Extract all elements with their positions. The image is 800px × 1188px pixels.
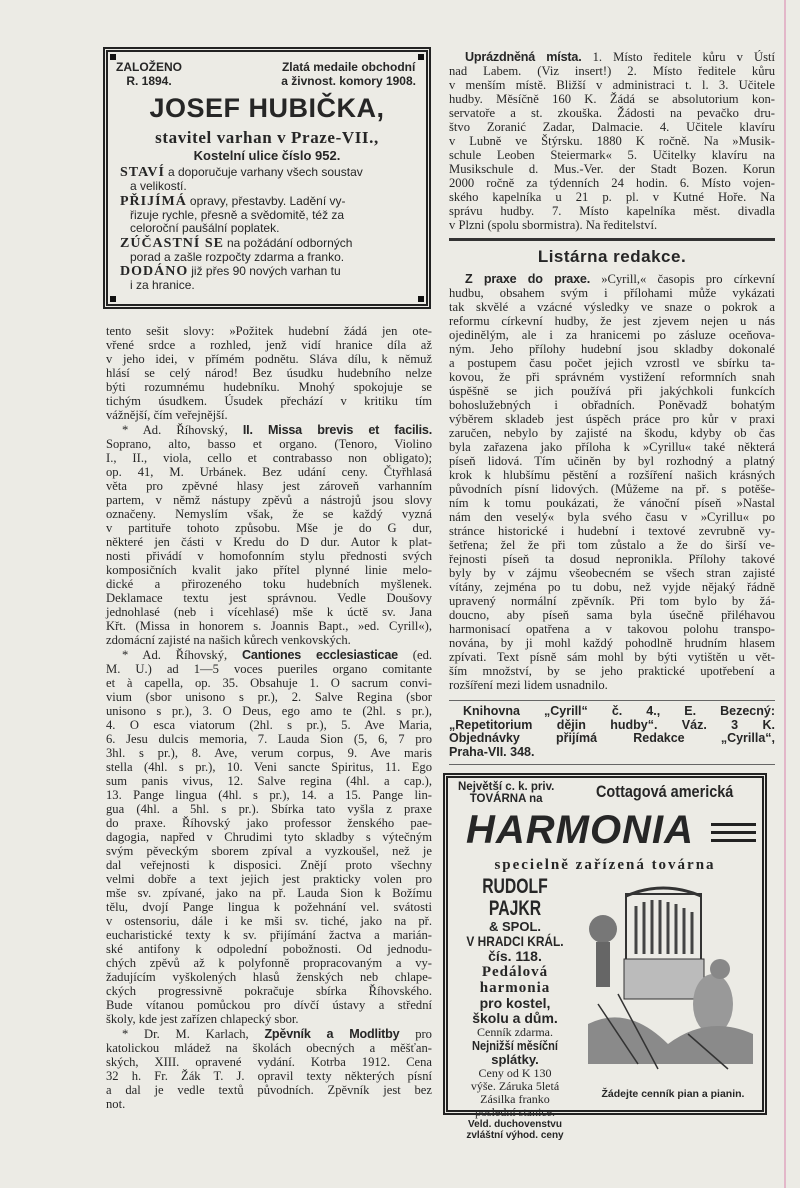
paragraph-line: partem, v němž nástupy zpěvů a nástrojů jsou slovy	[106, 493, 432, 507]
paragraph-line: not.	[106, 1097, 126, 1111]
paragraph-line: byla zařazena jako příloha k »Cyrillu« také některá	[449, 440, 775, 454]
paragraph-line	[106, 1027, 432, 1041]
paragraph-line: v menším místě. Bližší v administraci t. l. 3. Učitele	[449, 78, 775, 92]
paragraph-line: mše sv. zpívané, jako na př. Lauda Sion k Božímu	[106, 886, 432, 900]
paragraph-line: věta pro zpěvné hlasy jest zároveň varhanním	[106, 479, 432, 493]
paragraph-line: sum panis vivus, 12. Salve regina (4hl. a cap.),	[106, 774, 432, 788]
paragraph-line: unisono s pr.), 3. O Deus, ego amo te (2hl. s pr.),	[106, 704, 432, 718]
installments: Nejnižší měsíční	[472, 1038, 558, 1053]
paragraph-line: ojedinělým, ale i za hranicemi po zásluze oceňova-	[449, 328, 775, 342]
paragraph-line: 3hl. s pr.), 8. Ave, verum corpus, 9. Ave maris	[106, 746, 432, 760]
paragraph-line: v Plzni (spolu sbormistra). Na ředitelství.	[449, 218, 658, 232]
corner-mark	[110, 296, 116, 302]
paragraph-line: tak skvělé a vzácné výsledky ve snaze o pokrok a	[449, 300, 775, 314]
service-keyword: PŘIJÍMÁ	[120, 193, 187, 209]
paragraph-line: upravený normální zpěvník. Při tom bylo by žá-	[449, 594, 775, 608]
street-number: čís. 118.	[488, 948, 542, 964]
paragraph-line: ním k tomu poukázati, že vánoční píseň »Nastal	[449, 496, 775, 510]
corner-mark	[418, 54, 424, 60]
clergy-note: zvláštní výhod. ceny	[466, 1130, 564, 1141]
paragraph-line: hlásí se celý národ! Bez úsudku hudebního nelze	[106, 366, 432, 380]
paragraph-line: 4. O esca viatorum (2hl. s pr.), 5. Ave Maria,	[106, 718, 432, 732]
paragraph-line: do praxe. Říhovský jako professor ženského pae-	[106, 816, 432, 830]
paragraph-line: zaručen, nebylo by zajisté na škodu, kdyby ob čas	[449, 426, 775, 440]
paragraph-line: krok k hlubšímu pěstění a rozšíření našich krásných	[449, 468, 775, 482]
review-author: * Ad. Říhovský,	[122, 423, 228, 437]
service-keyword: STAVÍ	[120, 165, 165, 180]
paragraph-line: v ostensoriu, dále i ke mši sv. tiché, jako na př.	[106, 914, 432, 928]
review-paragraph	[106, 1027, 432, 1111]
paragraph-line: schule Leoben Steiermark« 5. Učitelky klavíru na	[449, 148, 775, 162]
product: pro kostel,	[479, 995, 551, 1011]
product: harmonia	[479, 980, 551, 996]
largest-label: Největší c. k. priv.	[458, 781, 555, 793]
paragraph-line: 6. Jesu dulcis memoria, 7. Lauda Sion (5, 6, 7 pro	[106, 732, 432, 746]
medal-line: Zlatá medaile obchodní	[281, 60, 416, 74]
paragraph-line: ším množství, by se jeho praktické upotřebení a	[449, 664, 775, 678]
paragraph-line: Deklamace textu jest správnou. Vedle Doušovy	[106, 591, 432, 605]
harmonia-advertisement	[446, 776, 764, 1141]
knihovna-line: „Repetitorium dějin hudby“. Váz. 3 K.	[449, 717, 775, 732]
service-text: a velikostí.	[130, 179, 187, 193]
paragraph-line: ným. Jeho přílohy hudební jsou skladby dokonalé	[449, 342, 775, 356]
paragraph-line: v Lubně ve Štýrsku. 1880 K ročně. Na »Musik-	[449, 134, 775, 148]
paragraph-line: eucharistické texty k sv. přijímání žactva a marián-	[106, 928, 432, 942]
paragraph-line: chých zpěvů až k polyfonně propracovaným a vy-	[106, 956, 432, 970]
review-title: II. Missa brevis et facilis.	[242, 423, 432, 437]
paragraph-line: hudbu, obsahem svým i přílohami může vykázati	[449, 286, 775, 300]
paragraph-line: nám den veselý« byla svého času v »Cyrillu« po	[449, 510, 775, 524]
paragraph-line: hudby. Měsíčně 160 K. Žádá se absolutorium kon-	[449, 92, 775, 106]
paragraph-line: op. 41, M. Urbánek. Bez udání ceny. Čtyřhlasá	[106, 465, 432, 479]
paragraph-line: doucno, aby píseň sama byla úsečně přiléhavou	[449, 608, 775, 622]
paragraph-line: stránce historické i hudební i textové zevrubně vy-	[449, 524, 775, 538]
paragraph-line: vium (sbor unisono s pr.), 2. Salve Regina (sbor	[106, 690, 432, 704]
paragraph-line: tělu, dvojí Pange lingua k požehnání vel. svátosti	[106, 900, 432, 914]
paragraph-line: ské antifony k odpolední pobožnosti. Od jednodu-	[106, 942, 432, 956]
page-edge	[784, 0, 786, 1188]
paragraph-line: dagogia, napřed v Chrudimi tyto skladby s výtečným	[106, 830, 432, 844]
paragraph-line	[449, 50, 775, 64]
service-item	[120, 165, 416, 194]
paragraph-line: řejnosti píseň ta dosud nepronikla. Přílohy takové	[449, 552, 775, 566]
paragraph-line: původních písní lidových. (Můžeme na př. s potěše-	[449, 482, 775, 496]
review-paragraph	[106, 324, 432, 422]
knihovna-line: Knihovna „Cyrill“ č. 4., E. Bezecný:	[463, 704, 775, 718]
paragraph-line: a postupem času počet jejich vzrostl ve sbírku ta-	[449, 356, 775, 370]
knihovna-notice	[449, 705, 775, 759]
paragraph-line: Bude vítanou pomůckou pro dívčí ústavy a střední	[106, 998, 432, 1012]
service-list	[120, 165, 416, 293]
factory-label: TOVÁRNA na	[469, 793, 543, 805]
paragraph-line: kovou, že při správném vystižení reformních snah	[449, 370, 775, 384]
installments: splátky.	[491, 1052, 539, 1067]
paragraph-line: výběrem skladeb jest úspěch práce pro kůr v praxi	[449, 412, 775, 426]
paragraph-line: jednohlasé (neb i vícehlasé) mše k úctě sv. Jana	[106, 605, 432, 619]
service-text: již přes 90 nových varhan tu	[191, 264, 341, 278]
paragraph-line: nad Labem. (Viz insert!) 2. Místo ředitele kůru	[449, 64, 775, 78]
product: Pedálová	[481, 964, 549, 980]
clergy-note: Veld. duchovenstvu	[468, 1119, 562, 1130]
knihovna-line: Objednávky přijímá Redakce „Cyrilla“,	[449, 731, 775, 745]
divider	[449, 764, 775, 765]
paragraph-line	[106, 648, 432, 662]
brand-lines	[711, 823, 756, 842]
price-note: Ceny od K 130	[478, 1066, 552, 1080]
paragraph-line: et à capella, op. 35. Obsahuje 1. O sacrum convi-	[106, 676, 432, 690]
paragraph-line: stella (4hl. s pr.), 10. Veni sancte Spiritus, 11. Ego	[106, 760, 432, 774]
paragraph-line: některé jen části v Kredu do D dur. Autor k plat-	[106, 535, 432, 549]
service-item	[120, 264, 416, 293]
listarna-section	[449, 272, 775, 692]
review-title: Zpěvník a Modlitby	[264, 1027, 400, 1041]
paragraph-line: školy, kde jest zařízen chlapecký sbor.	[106, 1012, 299, 1026]
company-name: RUDOLF PAJKR	[482, 875, 548, 920]
price-note: Zásilka franko	[480, 1092, 550, 1106]
paragraph-line: ckých progressivně pokračuje sbírka Říhovského.	[106, 984, 432, 998]
service-text: na požádání odborných	[226, 235, 353, 250]
review-paragraph	[106, 648, 432, 1026]
review-paragraph	[106, 423, 432, 647]
divider	[449, 700, 775, 701]
paragraph-line: žadujícím vyškolených hlasů ženských neb chlape-	[106, 970, 432, 984]
paragraph-line: Soprano, alto, basso et organo. (Tenoro, Violino	[106, 437, 432, 451]
corner-mark	[418, 296, 424, 302]
paragraph-line: nosti přivádí v homofonním stylu přednosti svých	[106, 549, 432, 563]
company-name: JOSEF HUBIČKA,	[149, 93, 385, 123]
paragraph-line: Křt. (Missa in honorem s. Joannis Bapt., »ed. Cyrill«),	[106, 619, 432, 633]
paragraph-text: 1. Místo ředitele kůru v Ústí	[592, 50, 775, 64]
paragraph-line: dické a přirozeného toku hudebních myšlenek.	[106, 577, 432, 591]
review-author: * Ad. Říhovský,	[122, 648, 228, 662]
paragraph-line: a dal je vedle textů původních. Zpěvník jest bez	[106, 1083, 432, 1097]
paragraph-line	[106, 423, 432, 437]
paragraph-line: reformu církevní hudby, že jest zjevem nejen u nás	[449, 314, 775, 328]
review-text: (ed.	[412, 648, 433, 662]
listarna-heading: Listárna redakce.	[537, 247, 687, 266]
paragraph-line: označeny. Nemyslím však, že se každý vyzná	[106, 507, 432, 521]
paragraph-line: 2000 ročně za týdenních 24 hodin. 6. Místo vojen-	[449, 176, 775, 190]
hubicka-advertisement	[106, 50, 428, 306]
divider	[449, 238, 775, 241]
paragraph-line: I., II., viola, cello et contrabasso non obligato);	[106, 451, 432, 465]
paragraph-line: šetřena; žel že při tom zůstalo a že do širší ve-	[449, 538, 775, 552]
paragraph-line	[449, 272, 775, 286]
paragraph-line: M. U.) ad 1—5 voces pueriles organo comitante	[106, 662, 432, 676]
founded-year: R. 1894.	[126, 74, 172, 88]
organ-illustration	[588, 884, 753, 1079]
company-suffix: & SPOL.	[488, 919, 541, 934]
service-keyword: ZÚČASTNÍ SE	[120, 235, 224, 251]
paragraph-line: dal veřejnosti k disposici. Znějí proto všechny	[106, 858, 432, 872]
paragraph-line: vřené srdce a rozhled, jenž vidí hranice díla až	[106, 338, 432, 352]
paragraph-line: vážnější, čím veřejnější.	[106, 408, 228, 422]
paragraph-line: rozšíření mezi lidem usnadnilo.	[449, 678, 608, 692]
paragraph-line: zdomácní zajisté na našich kůrech venkovských.	[106, 633, 351, 647]
service-text: i za hranice.	[130, 278, 195, 292]
service-text: celoroční paušální poplatek.	[130, 221, 280, 235]
paragraph-line: katolickou mládež na školách obecných a měšťan-	[106, 1041, 432, 1055]
price-note: výše. Záruka 5letá	[470, 1079, 560, 1093]
review-author: * Dr. M. Karlach,	[122, 1027, 249, 1041]
review-title: Cantiones ecclesiasticae	[242, 648, 398, 662]
paragraph-line: zpívati. Text písně sám mohl by býti vytištěn u vět-	[449, 650, 775, 664]
vacancies-title: Uprázdněná místa.	[465, 50, 582, 64]
listarna-title: Z praxe do praxe.	[465, 272, 590, 286]
paragraph-line: v partituře tohoto způsobu. Mše je do G dur,	[106, 521, 432, 535]
paragraph-line: tichým úsudkem. Úsudek přechází v kritiku tím	[106, 394, 432, 408]
catalog-note: Cenník zdarma.	[477, 1025, 553, 1039]
paragraph-line: Musikschule d. Mus.-Ver. der Stadt Bozen. Korun	[449, 162, 775, 176]
price-note: poslední stanice.	[475, 1105, 555, 1119]
review-text: pro	[415, 1027, 432, 1041]
product: školu a dům.	[472, 1010, 558, 1026]
knihovna-line: Praha-VII. 348.	[449, 744, 535, 759]
paragraph-text: »Cyrill,« časopis pro církevní	[601, 272, 775, 286]
city: V HRADCI KRÁL.	[466, 933, 564, 949]
paragraph-line: 32 h. Fr. Žák T. J. opravil texty některých písní	[106, 1069, 432, 1083]
service-text: a doporučuje varhany všech soustav	[167, 165, 363, 179]
paragraph-line: bohoslužebných i obřadních. Poněvadž bohatým	[449, 398, 775, 412]
service-item	[120, 236, 416, 265]
paragraph-line: byly by v zájmu všeobecném se všech stran zajisté	[449, 566, 775, 580]
service-text: opravy, přestavby. Ladění vy-	[189, 193, 346, 208]
paragraph-line: štvo Zoranić Zadar, Dalmacie. 4. Učitele klavíru	[449, 120, 775, 134]
paragraph-line: správu hudby. 7. Místo kapelníka měst. divadla	[449, 204, 775, 218]
paragraph-line: vítány, zejména po tu dobu, než vyjde nějaký řádně	[449, 580, 775, 594]
paragraph-line: úspěšně se jich používá při jakýchkoli funkcích	[449, 384, 775, 398]
paragraph-line: tento sešit slovy: »Požitek hudební žádá jen ote-	[106, 324, 432, 338]
company-subtitle: stavitel varhan v Praze-VII.,	[155, 128, 379, 147]
service-item	[120, 194, 416, 236]
paragraph-line: ského kapelníka u 21 p. pl. v Kutné Hoře. Na	[449, 190, 775, 204]
tagline: specielně zařízená továrna	[494, 857, 716, 873]
price-list-caption: Žádejte cenník pian a pianin.	[601, 1088, 745, 1100]
left-column	[106, 324, 432, 1111]
paragraph-line: 13. Pange lingua (4hl. s pr.), 14. a 15. Pange lin-	[106, 788, 432, 802]
service-text: porad a zašle rozpočty zdarma a franko.	[130, 249, 345, 264]
paragraph-line: velmi dobře a text jejich jest prakticky volen pro	[106, 872, 432, 886]
paragraph-line: v jeho idei, v přímém podnětu. Sláva dílu, k němuž	[106, 352, 432, 366]
paragraph-line: svým pěveckým sborem zpíval a vyzkoušel, než je	[106, 844, 432, 858]
paragraph-line: píseň lidová. Tím učiněn by byl rozhodný a platný	[449, 454, 775, 468]
paragraph-line: komposičních kvalit jako přítel plynné linie melo-	[106, 563, 432, 577]
founded-label: ZALOŽENO	[116, 60, 182, 74]
medal-line: a živnost. komory 1908.	[281, 74, 416, 88]
paragraph-line: nována, by ji mohl každý pohodlně hrudním hlasem	[449, 636, 775, 650]
company-address: Kostelní ulice číslo 952.	[193, 148, 341, 163]
paragraph-line: harmonisací opatřena a v takovou polohu transpo-	[449, 622, 775, 636]
paragraph-line: býti rozumnému hudebníku. Mnohý spokojuje se	[106, 380, 432, 394]
service-text: řizuje rychle, přesně a svědomitě, též za	[130, 207, 345, 222]
paragraph-line: servatoře a st. zkouška. Žádosti na pevačko dru-	[449, 106, 775, 120]
paragraph-line: gua (4hl. a 5hl. s pr.). Sbírka tato vyšla z praxe	[106, 802, 432, 816]
service-keyword: DODÁNO	[120, 264, 189, 279]
brand-name: HARMONIA	[466, 808, 694, 852]
paragraph-line: ských, XIII. opravené vydání. Kotrba 1912. Cena	[106, 1055, 432, 1069]
cottage-label: Cottagová americká	[596, 782, 734, 801]
vacancies-section	[449, 50, 775, 232]
